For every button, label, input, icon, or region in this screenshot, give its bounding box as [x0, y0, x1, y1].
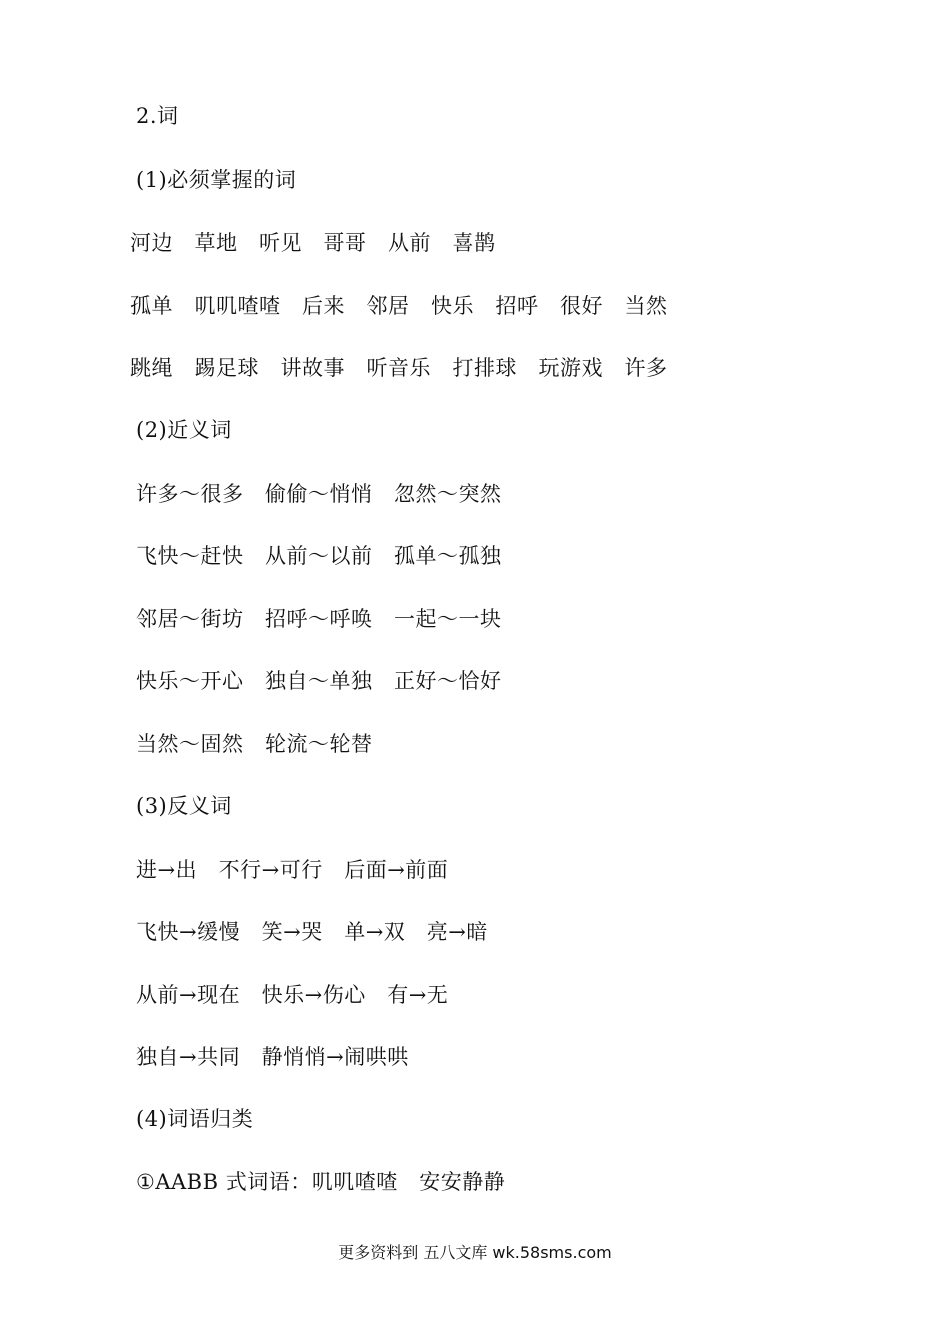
word-list-line: 河边 草地 听见 哥哥 从前 喜鹊 [130, 231, 496, 255]
synonym-line: 飞快～赶快 从前～以前 孤单～孤独 [136, 544, 502, 568]
word-list-line: 孤单 叽叽喳喳 后来 邻居 快乐 招呼 很好 当然 [130, 294, 668, 318]
synonym-line: 快乐～开心 独自～单独 正好～恰好 [136, 669, 502, 693]
subsection-heading: (2)近义词 [136, 418, 232, 442]
synonym-line: 当然～固然 轮流～轮替 [136, 732, 373, 756]
subsection-heading: (1)必须掌握的词 [136, 168, 297, 192]
antonym-line: 从前→现在 快乐→伤心 有→无 [136, 983, 449, 1007]
word-list-line: 跳绳 踢足球 讲故事 听音乐 打排球 玩游戏 许多 [130, 356, 668, 380]
synonym-line: 许多～很多 偷偷～悄悄 忽然～突然 [136, 482, 502, 506]
subsection-heading: (3)反义词 [136, 794, 232, 818]
synonym-line: 邻居～街坊 招呼～呼唤 一起～一块 [136, 607, 502, 631]
antonym-line: 独自→共同 静悄悄→闹哄哄 [136, 1045, 409, 1069]
subsection-heading: (4)词语归类 [136, 1107, 254, 1131]
antonym-line: 进→出 不行→可行 后面→前面 [136, 858, 449, 882]
antonym-line: 飞快→缓慢 笑→哭 单→双 亮→暗 [136, 920, 488, 944]
page-footer: 更多资料到 五八文库 wk.58sms.com [338, 1243, 612, 1262]
word-category-line: ①AABB 式词语：叽叽喳喳 安安静静 [136, 1170, 506, 1194]
section-heading: 2.词 [136, 104, 179, 128]
